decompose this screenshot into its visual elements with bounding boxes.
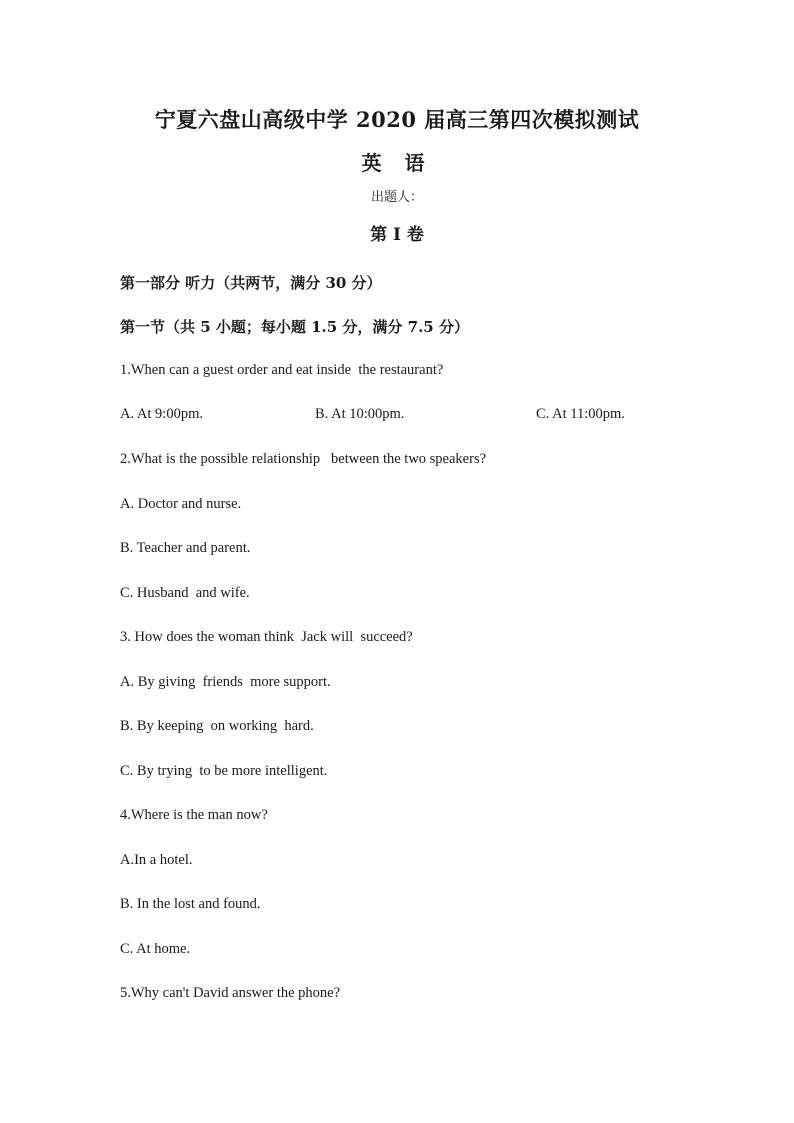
- question-3-stem: 3. How does the woman think Jack will succeed?: [120, 629, 413, 645]
- question-2-option-b: B. Teacher and parent.: [120, 540, 251, 556]
- question-1-option-b: B. At 10:00pm.: [315, 406, 405, 422]
- exam-title: 宁夏六盘山高级中学 2020 届高三第四次模拟测试: [154, 107, 640, 132]
- question-5-stem: 5.Why can't David answer the phone?: [120, 985, 341, 1001]
- question-1-stem: 1.When can a guest order and eat inside the restaurant?: [120, 362, 444, 378]
- question-4-option-b: B. In the lost and found.: [120, 896, 261, 912]
- question-2-stem: 2.What is the possible relationship between the two speakers?: [120, 451, 487, 467]
- question-3-option-a: A. By giving friends more support.: [120, 674, 331, 690]
- volume-heading: 第 I 卷: [370, 225, 424, 245]
- question-2-option-a: A. Doctor and nurse.: [120, 496, 242, 512]
- question-1-option-c: C. At 11:00pm.: [536, 406, 625, 422]
- author-label: 出题人：: [370, 190, 423, 205]
- question-3-option-c: C. By trying to be more intelligent.: [120, 763, 328, 779]
- question-3-option-b: B. By keeping on working hard.: [120, 718, 314, 734]
- question-4-stem: 4.Where is the man now?: [120, 807, 268, 823]
- part-heading: 第一部分 听力（共两节，满分 30 分）: [120, 274, 382, 292]
- question-4-option-c: C. At home.: [120, 941, 191, 957]
- question-2-option-c: C. Husband and wife.: [120, 585, 250, 601]
- section-heading: 第一节（共 5 小题；每小题 1.5 分，满分 7.5 分）: [120, 318, 469, 336]
- subject-title: 英 语: [361, 151, 433, 175]
- question-4-option-a: A.In a hotel.: [120, 852, 193, 868]
- question-1-options: [0, 406, 794, 430]
- question-1-option-a: A. At 9:00pm.: [120, 406, 203, 422]
